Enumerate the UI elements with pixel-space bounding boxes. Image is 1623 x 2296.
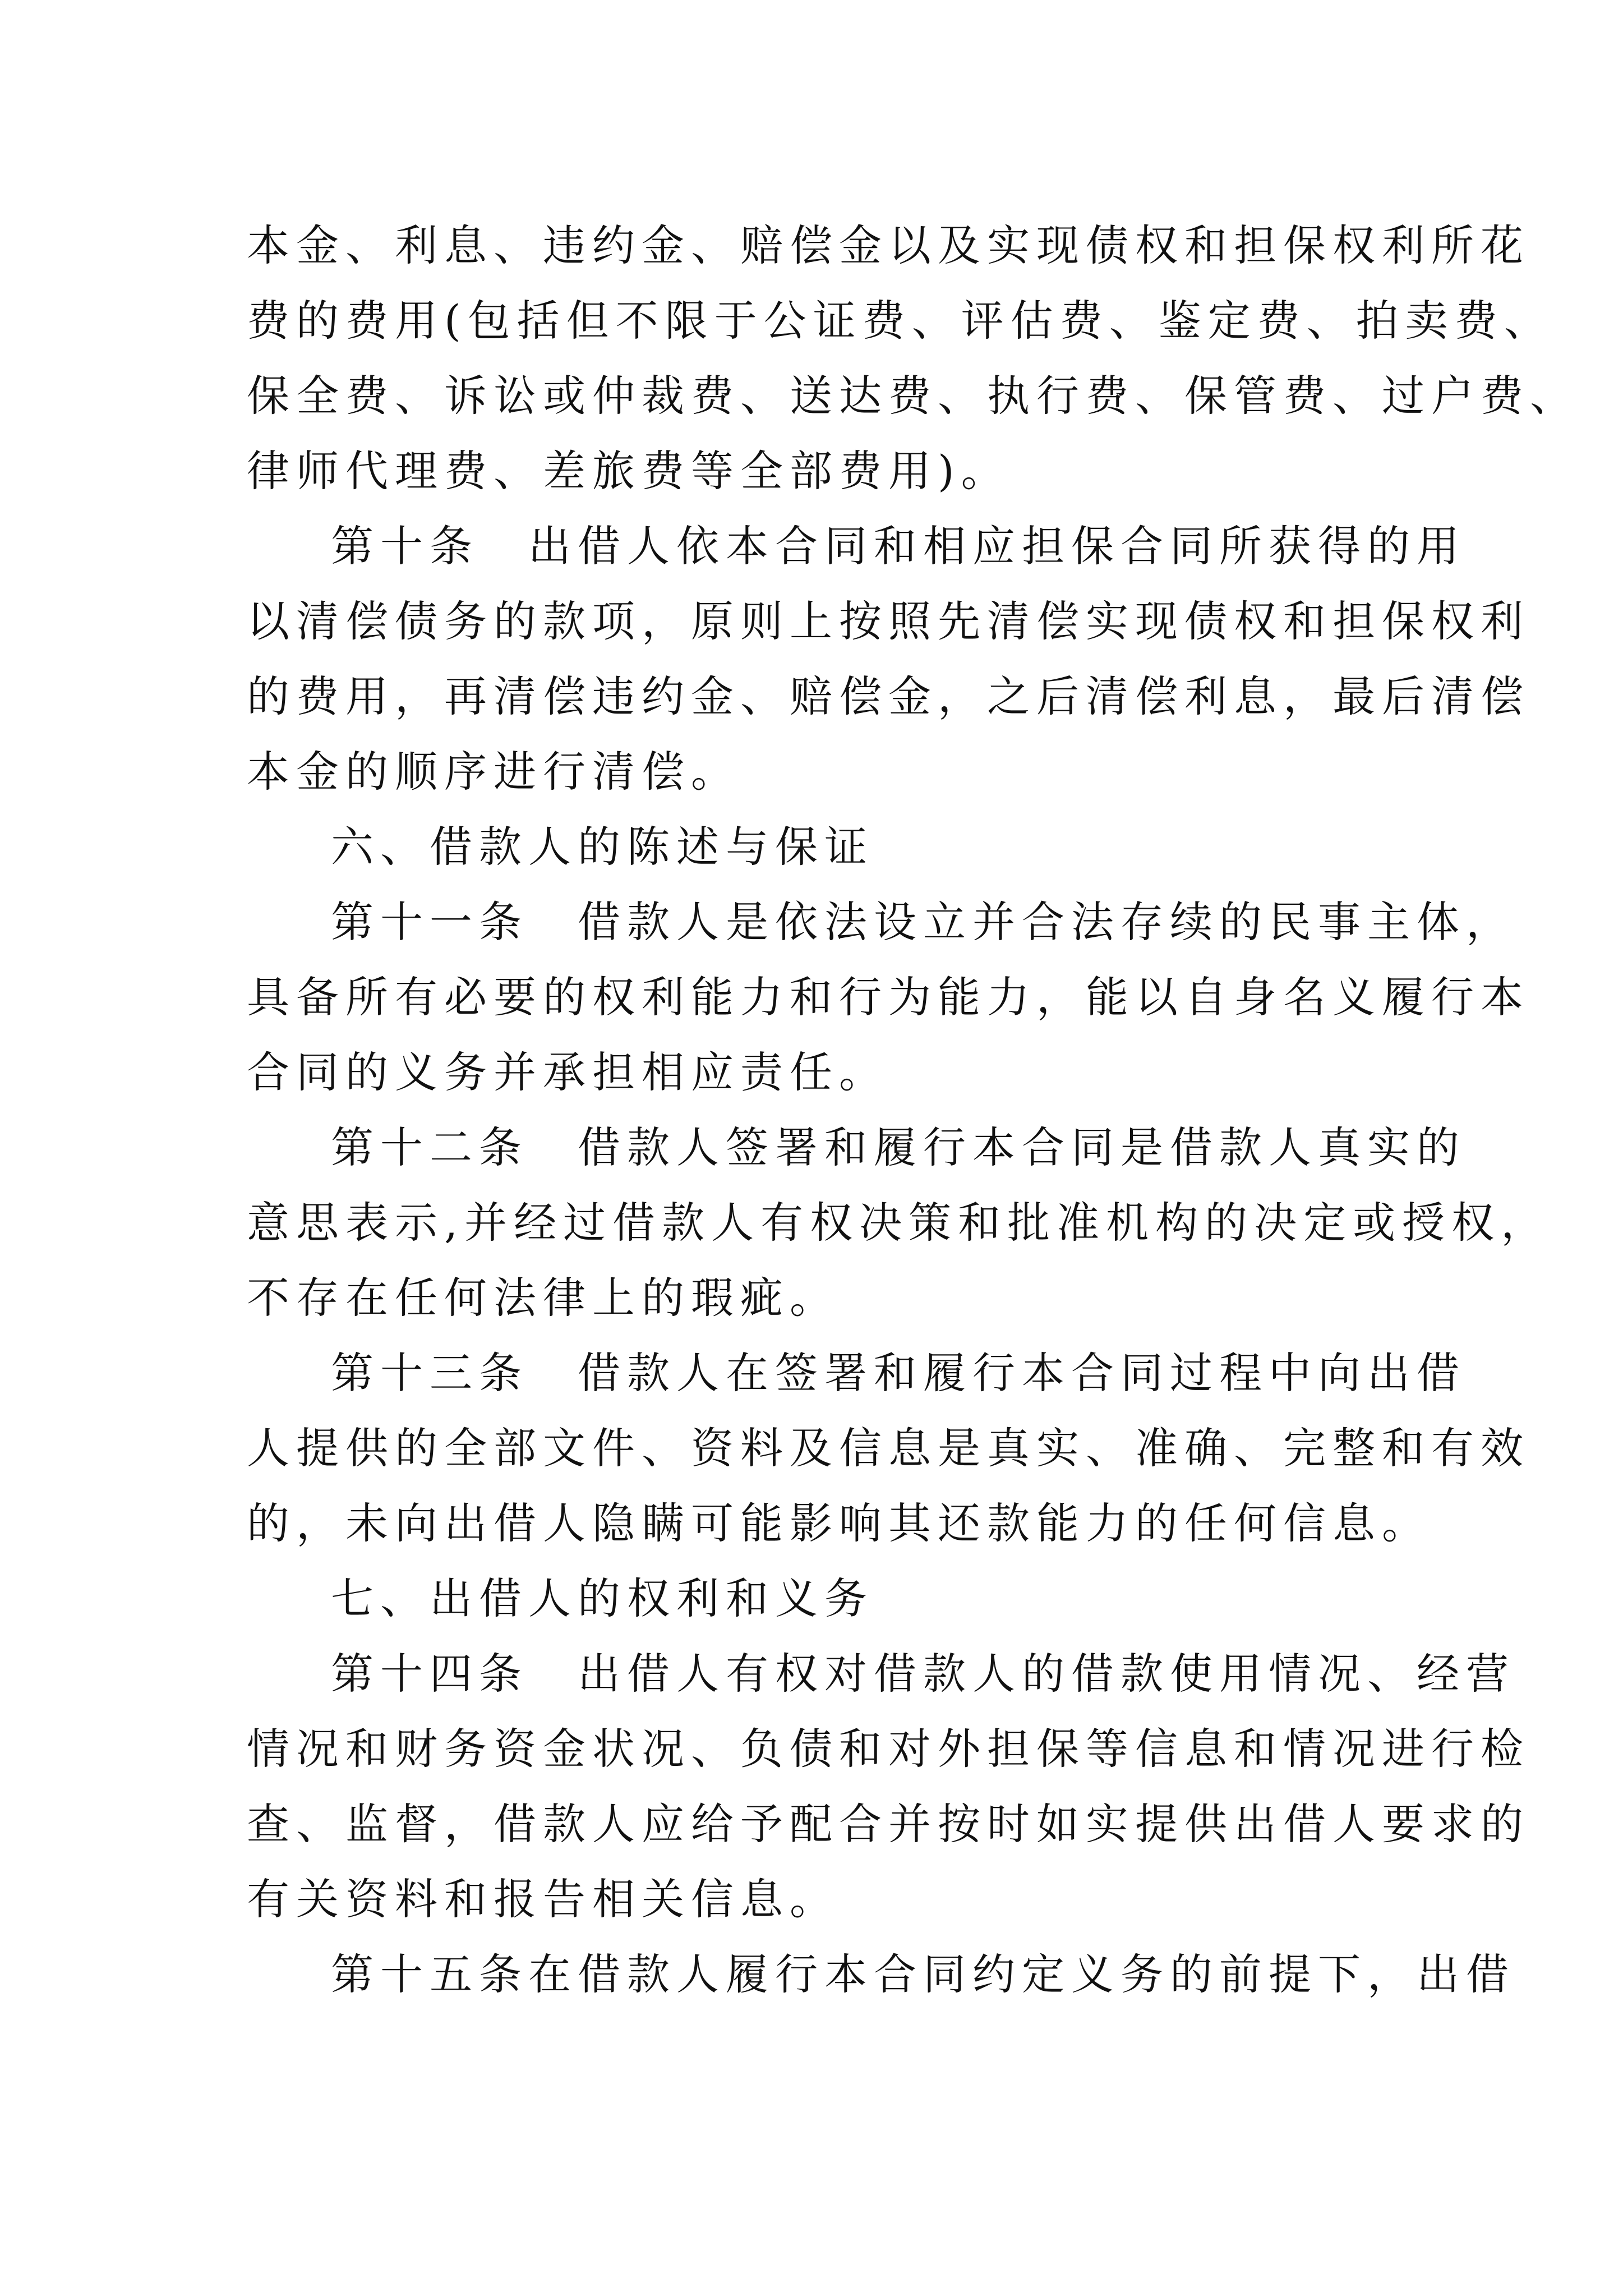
article-heading-line: 第十四条 出借人有权对借款人的借款使用情况、经营: [331, 1649, 1515, 1699]
article-heading-line: 第十五条在借款人履行本合同约定义务的前提下，出借: [331, 1949, 1515, 1999]
text-line: 意思表示,并经过借款人有权决策和批准机构的决定或授权，: [247, 1198, 1551, 1248]
text-line: 保全费、诉讼或仲裁费、送达费、执行费、保管费、过户费、: [247, 371, 1579, 421]
text-line: 人提供的全部文件、资料及信息是真实、准确、完整和有效: [247, 1423, 1530, 1473]
text-line: 本金、利息、违约金、赔偿金以及实现债权和担保权利所花: [247, 220, 1530, 270]
text-line: 情况和财务资金状况、负债和对外担保等信息和情况进行检: [247, 1724, 1530, 1774]
article-heading-line: 第十二条 借款人签署和履行本合同是借款人真实的: [331, 1122, 1466, 1172]
text-line: 的，未向出借人隐瞒可能影响其还款能力的任何信息。: [247, 1498, 1431, 1548]
section-heading: 七、出借人的权利和义务: [331, 1573, 874, 1623]
text-line: 不存在任何法律上的瑕疵。: [247, 1273, 839, 1323]
article-heading-line: 第十一条 借款人是依法设立并合法存续的民事主体，: [331, 897, 1515, 947]
text-line: 合同的义务并承担相应责任。: [247, 1047, 888, 1097]
text-line: 具备所有必要的权利能力和行为能力，能以自身名义履行本: [247, 972, 1530, 1022]
article-heading-line: 第十三条 借款人在签署和履行本合同过程中向出借: [331, 1348, 1466, 1398]
article-heading-line: 第十条 出借人依本合同和相应担保合同所获得的用: [331, 521, 1466, 571]
text-line: 律师代理费、差旅费等全部费用)。: [247, 446, 1011, 496]
text-line: 本金的顺序进行清偿。: [247, 747, 740, 797]
text-line: 以清偿债务的款项，原则上按照先清偿实现债权和担保权利: [247, 596, 1530, 646]
text-line: 的费用，再清偿违约金、赔偿金，之后清偿利息，最后清偿: [247, 671, 1530, 721]
text-line: 有关资料和报告相关信息。: [247, 1874, 839, 1924]
section-heading: 六、借款人的陈述与保证: [331, 822, 874, 872]
text-line: 费的费用(包括但不限于公证费、评估费、鉴定费、拍卖费、: [247, 296, 1553, 346]
text-line: 查、监督，借款人应给予配合并按时如实提供出借人要求的: [247, 1799, 1530, 1849]
